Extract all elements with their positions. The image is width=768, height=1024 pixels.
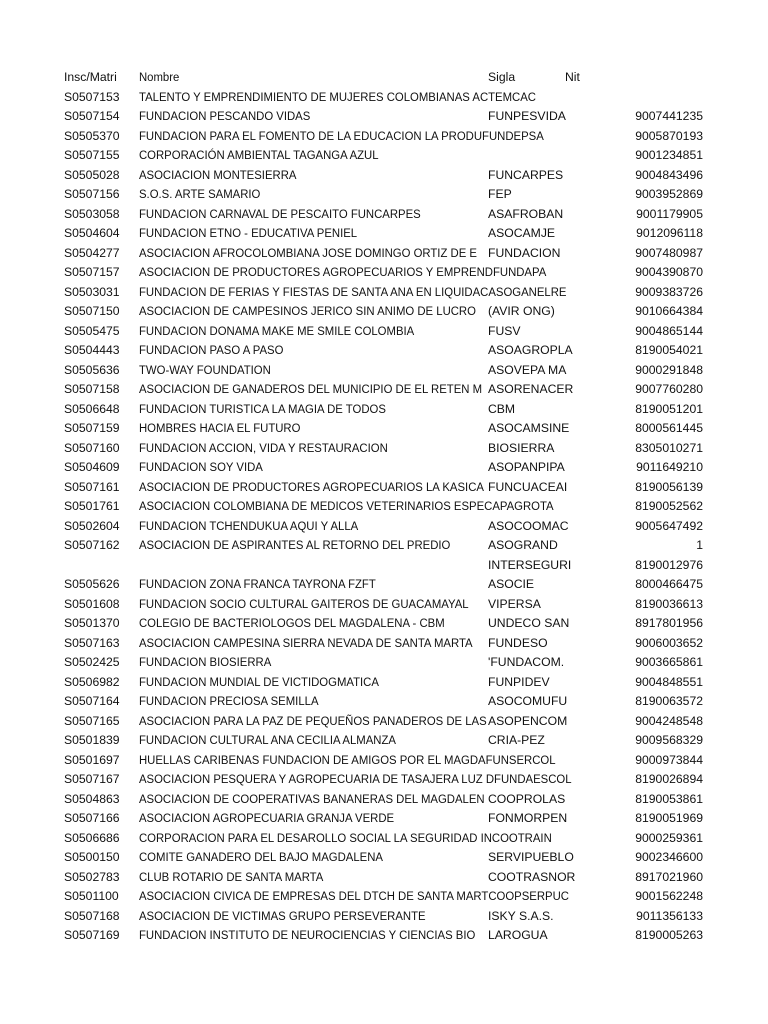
table-row — [0, 692, 768, 712]
cell-nit: 8190026894 — [635, 772, 703, 786]
cell-sigla: FUNPIDEV — [488, 674, 550, 689]
table-row — [0, 556, 768, 576]
cell-insc: S0507167 — [64, 772, 120, 786]
cell-nombre: FUNDACION ETNO - EDUCATIVA PENIEL — [139, 226, 358, 240]
cell-nombre: ASOCIACION DE PRODUCTORES AGROPECUARIOS LA KASICA — [139, 479, 484, 494]
table-row — [0, 809, 768, 829]
cell-insc: S0501697 — [64, 752, 120, 767]
cell-insc: S0507153 — [64, 89, 120, 104]
table-row — [0, 673, 768, 693]
cell-nombre: FUNDACION PESCANDO VIDAS — [139, 109, 311, 123]
table-row — [0, 439, 768, 459]
cell-nombre: COMITE GANADERO DEL BAJO MAGDALENA — [139, 850, 383, 864]
cell-sigla: FEP — [488, 187, 512, 201]
table-row — [0, 361, 768, 381]
table-row — [0, 322, 768, 342]
cell-insc: S0507163 — [64, 635, 120, 650]
cell-nit: 8190063572 — [635, 694, 703, 708]
cell-sigla: FUNCUACEAI — [488, 479, 568, 494]
cell-nombre: FUNDACION ZONA FRANCA TAYRONA FZFT — [139, 577, 376, 591]
cell-sigla: COOPROLAS — [488, 791, 566, 806]
cell-nit: 9003665861 — [635, 655, 703, 669]
table-row — [0, 868, 768, 888]
cell-insc: S0507155 — [64, 148, 120, 162]
cell-nombre: ASOCIACION PARA LA PAZ DE PEQUEÑOS PANADEROS DE LAS — [139, 713, 487, 728]
cell-sigla: ASOAGROPLA — [488, 343, 573, 357]
cell-nit: 9007441235 — [635, 109, 703, 123]
cell-sigla: UNDECO SAN — [488, 616, 570, 630]
table-row — [0, 536, 768, 556]
cell-sigla: ASORENACER — [488, 382, 574, 396]
cell-sigla: ASOCOMUFU — [488, 694, 568, 708]
cell-nombre: HUELLAS CARIBENAS FUNDACION DE AMIGOS POR EL MAGDAFUNSERCOL — [139, 752, 556, 767]
table-row — [0, 244, 768, 264]
cell-sigla: ASOPENCOM — [488, 713, 568, 728]
cell-nit: 9000973844 — [635, 752, 703, 767]
cell-nit: 9007760280 — [635, 382, 703, 396]
cell-nit: 9001562248 — [635, 889, 703, 903]
table-row — [0, 887, 768, 907]
cell-insc: S0507160 — [64, 440, 120, 455]
cell-nit: 9004248548 — [635, 713, 703, 728]
cell-nit: 9004848551 — [635, 674, 703, 689]
cell-insc: S0506686 — [64, 830, 120, 845]
cell-sigla: ASOCAMJE — [488, 226, 556, 240]
table-row — [0, 614, 768, 634]
table-row — [0, 653, 768, 673]
cell-sigla: FUNCARPES — [488, 167, 564, 182]
cell-sigla: FUNDACION — [488, 245, 561, 260]
table-row — [0, 478, 768, 498]
cell-nit: 9009383726 — [635, 284, 703, 299]
table-row — [0, 517, 768, 537]
cell-insc: S0505475 — [64, 323, 120, 338]
table-row — [0, 731, 768, 751]
cell-insc: S0504604 — [64, 226, 120, 240]
cell-nombre: ASOCIACION AFROCOLOMBIANA JOSE DOMINGO ORTIZ DE E — [139, 245, 477, 260]
cell-sigla: ASOGRAND — [488, 538, 558, 552]
cell-nit: 8000561445 — [635, 421, 703, 435]
cell-insc: S0501839 — [64, 733, 120, 747]
table-row — [0, 146, 768, 166]
cell-nombre: TWO-WAY FOUNDATION — [139, 362, 271, 377]
cell-insc: S0507154 — [64, 109, 120, 123]
table-row — [0, 790, 768, 810]
cell-sigla: CRIA-PEZ — [488, 733, 545, 747]
table-row — [0, 458, 768, 478]
cell-insc: S0507164 — [64, 694, 120, 708]
cell-insc: S0507158 — [64, 382, 120, 396]
cell-nombre: ASOCIACION CAMPESINA SIERRA NEVADA DE SANTA MARTA — [139, 635, 473, 650]
cell-insc: S0505626 — [64, 577, 120, 591]
cell-sigla: 'FUNDACOM. — [488, 655, 565, 669]
cell-insc: S0507150 — [64, 304, 120, 318]
cell-insc: S0507165 — [64, 713, 120, 728]
cell-sigla: ASAFROBAN — [488, 206, 564, 221]
table-row — [0, 419, 768, 439]
cell-nit: 9000259361 — [635, 830, 703, 845]
cell-nombre: COLEGIO DE BACTERIOLOGOS DEL MAGDALENA - CBM — [139, 616, 445, 630]
cell-nombre: ASOCIACION AGROPECUARIA GRANJA VERDE — [139, 811, 395, 825]
table-row — [0, 848, 768, 868]
cell-insc: S0502425 — [64, 655, 120, 669]
table-row — [0, 185, 768, 205]
table-row — [0, 302, 768, 322]
cell-insc: S0507159 — [64, 421, 120, 435]
cell-nit: 9011356133 — [636, 908, 703, 923]
cell-sigla: INTERSEGURI — [488, 557, 572, 572]
cell-insc: S0504277 — [64, 245, 120, 260]
table-row — [0, 634, 768, 654]
cell-insc: S0507157 — [64, 265, 120, 279]
cell-sigla: ISKY S.A.S. — [488, 908, 554, 923]
cell-nombre: FUNDACION INSTITUTO DE NEUROCIENCIAS Y CIENCIAS BIO — [139, 928, 476, 942]
cell-nit: 9011649210 — [636, 460, 703, 474]
cell-nit: 8190005263 — [635, 928, 703, 942]
table-row — [0, 712, 768, 732]
cell-sigla: FUSV — [488, 323, 521, 338]
table-row — [0, 926, 768, 946]
cell-insc: S0500150 — [64, 850, 120, 864]
cell-nombre: ASOCIACION DE COOPERATIVAS BANANERAS DEL MAGDALEN — [139, 791, 485, 806]
cell-insc: S0502783 — [64, 869, 120, 884]
cell-nit: 8305010271 — [635, 440, 703, 455]
cell-sigla: ASOCOOMAC — [488, 518, 569, 533]
cell-sigla: (AVIR ONG) — [488, 304, 555, 318]
cell-nombre: FUNDACION PRECIOSA SEMILLA — [139, 694, 319, 708]
cell-insc: S0507168 — [64, 908, 120, 923]
cell-nombre: FUNDACION DE FERIAS Y FIESTAS DE SANTA ANA EN LIQUIDACASOGANELRE — [139, 284, 567, 299]
cell-nit: 8190012976 — [635, 557, 703, 572]
cell-nit: 9005647492 — [635, 518, 703, 533]
cell-sigla: BIOSIERRA — [488, 440, 555, 455]
cell-nit: 9003952869 — [635, 187, 703, 201]
cell-nit: 8190056139 — [635, 479, 703, 494]
table-row — [0, 341, 768, 361]
cell-sigla: FONMORPEN — [488, 811, 568, 825]
cell-nit: 9012096118 — [636, 226, 703, 240]
cell-nombre: HOMBRES HACIA EL FUTURO — [139, 421, 301, 435]
cell-nombre: FUNDACION CARNAVAL DE PESCAITO FUNCARPES — [139, 206, 421, 221]
cell-nombre: FUNDACION SOCIO CULTURAL GAITEROS DE GUACAMAYAL — [139, 596, 469, 611]
cell-nit: 8190052562 — [635, 499, 703, 513]
cell-nombre: TALENTO Y EMPRENDIMIENTO DE MUJERES COLOMBIANAS ACTEMCAC — [139, 89, 536, 104]
cell-insc: S0505370 — [64, 128, 120, 143]
cell-insc: S0502604 — [64, 518, 120, 533]
cell-nit: 8190051969 — [635, 811, 703, 825]
table-row — [0, 400, 768, 420]
cell-nit: 9005870193 — [635, 128, 703, 143]
cell-nombre: ASOCIACION COLOMBIANA DE MEDICOS VETERINARIOS ESPECAPAGROTA — [139, 499, 554, 513]
cell-nit: 8190054021 — [635, 343, 703, 357]
cell-sigla: COOTRASNOR — [488, 869, 576, 884]
table-row — [0, 127, 768, 147]
cell-sigla: ASOCAMSINE — [488, 421, 570, 435]
cell-sigla: ASOVEPA MA — [488, 362, 567, 377]
cell-nombre: FUNDACION BIOSIERRA — [139, 655, 272, 669]
cell-nit: 9006003652 — [635, 635, 703, 650]
cell-sigla: ASOPANPIPA — [488, 460, 565, 474]
cell-insc: S0507169 — [64, 928, 120, 942]
spreadsheet-table — [0, 68, 768, 946]
header-sigla: Sigla — [488, 70, 516, 84]
cell-sigla: LAROGUA — [488, 928, 548, 942]
table-body — [0, 88, 768, 946]
cell-insc: S0503031 — [64, 284, 120, 299]
cell-insc: S0507161 — [64, 479, 120, 494]
cell-nit: 8190051201 — [635, 401, 703, 416]
table-row — [0, 263, 768, 283]
cell-nit: 9007480987 — [635, 245, 703, 260]
table-row — [0, 751, 768, 771]
cell-nombre: ASOCIACION DE CAMPESINOS JERICO SIN ANIMO DE LUCRO — [139, 304, 476, 318]
cell-nombre: ASOCIACION DE GANADEROS DEL MUNICIPIO DE EL RETEN M — [139, 382, 483, 396]
cell-insc: S0503058 — [64, 206, 120, 221]
cell-nombre: CORPORACIÓN AMBIENTAL TAGANGA AZUL — [139, 148, 379, 162]
cell-insc: S0505028 — [64, 167, 120, 182]
header-nombre: Nombre — [139, 70, 180, 84]
cell-insc: S0507156 — [64, 187, 120, 201]
cell-nombre: CORPORACION PARA EL DESAROLLO SOCIAL LA SEGURIDAD INCOOTRAIN — [139, 830, 552, 845]
cell-nit: 8190036613 — [635, 596, 703, 611]
cell-nit: 9010664384 — [635, 304, 703, 318]
cell-nit: 9001234851 — [635, 148, 703, 162]
cell-nombre: ASOCIACION MONTESIERRA — [139, 167, 297, 182]
cell-nombre: FUNDACION DONAMA MAKE ME SMILE COLOMBIA — [139, 323, 415, 338]
cell-nit: 9004843496 — [635, 167, 703, 182]
cell-nit: 9001179905 — [636, 206, 703, 221]
cell-nit: 8190053861 — [635, 791, 703, 806]
cell-nit: 9004390870 — [635, 265, 703, 279]
table-row — [0, 107, 768, 127]
cell-sigla: CBM — [488, 401, 516, 416]
table-row — [0, 770, 768, 790]
table-row — [0, 380, 768, 400]
cell-nit: 8000466475 — [635, 577, 703, 591]
header-row — [0, 68, 768, 88]
cell-insc: S0504443 — [64, 343, 120, 357]
table-row — [0, 829, 768, 849]
table-row — [0, 88, 768, 108]
cell-nit: 9004865144 — [635, 323, 703, 338]
cell-nombre: FUNDACION CULTURAL ANA CECILIA ALMANZA — [139, 733, 396, 747]
cell-nombre: FUNDACION PASO A PASO — [139, 343, 284, 357]
cell-insc: S0505636 — [64, 362, 120, 377]
cell-nombre: FUNDACION MUNDIAL DE VICTIDOGMATICA — [139, 674, 379, 689]
cell-insc: S0501608 — [64, 596, 120, 611]
cell-nombre: FUNDACION PARA EL FOMENTO DE LA EDUCACION LA PRODUFUNDEPSA — [139, 128, 544, 143]
cell-nit: 9002346600 — [635, 850, 703, 864]
cell-nombre: FUNDACION SOY VIDA — [139, 460, 263, 474]
cell-nit: 8917021960 — [635, 869, 703, 884]
table-row — [0, 595, 768, 615]
cell-nombre: FUNDACION TURISTICA LA MAGIA DE TODOS — [139, 401, 386, 416]
cell-nombre: FUNDACION TCHENDUKUA AQUI Y ALLA — [139, 518, 359, 533]
cell-insc: S0501100 — [64, 889, 119, 903]
cell-nombre: ASOCIACION CIVICA DE EMPRESAS DEL DTCH DE SANTA MARTCOOPSERPUC — [139, 889, 569, 903]
cell-nit: 9000291848 — [635, 362, 703, 377]
cell-sigla: VIPERSA — [488, 596, 541, 611]
cell-sigla: FUNPESVIDA — [488, 109, 566, 123]
cell-nit: 8917801956 — [635, 616, 703, 630]
cell-insc: S0506648 — [64, 401, 120, 416]
cell-nombre: ASOCIACION DE VICTIMAS GRUPO PERSEVERANTE — [139, 908, 426, 923]
header-nit: Nit — [565, 70, 580, 84]
cell-insc: S0507166 — [64, 811, 120, 825]
cell-nombre: CLUB ROTARIO DE SANTA MARTA — [139, 869, 324, 884]
table-row — [0, 224, 768, 244]
cell-sigla: FUNDESO — [488, 635, 548, 650]
cell-insc: S0501761 — [64, 499, 120, 513]
cell-nombre: ASOCIACION DE PRODUCTORES AGROPECUARIOS Y EMPRENDFUNDAPA — [139, 265, 547, 279]
table-row — [0, 497, 768, 517]
cell-sigla: SERVIPUEBLO — [488, 850, 574, 864]
cell-insc: S0504863 — [64, 791, 120, 806]
table-row — [0, 907, 768, 927]
cell-insc: S0507162 — [64, 538, 120, 552]
cell-nit: 1 — [696, 538, 703, 552]
header-insc: Insc/Matri — [64, 70, 117, 84]
cell-insc: S0506982 — [64, 674, 120, 689]
cell-sigla: ASOCIE — [488, 577, 535, 591]
cell-nombre: ASOCIACION PESQUERA Y AGROPECUARIA DE TASAJERA LUZ DFUNDAESCOL — [139, 772, 572, 786]
table-row — [0, 283, 768, 303]
table-row — [0, 205, 768, 225]
table-row — [0, 166, 768, 186]
cell-nit: 9009568329 — [635, 733, 703, 747]
cell-nombre: FUNDACION ACCION, VIDA Y RESTAURACION — [139, 440, 388, 455]
cell-nombre: S.O.S. ARTE SAMARIO — [139, 187, 261, 201]
cell-insc: S0504609 — [64, 460, 120, 474]
table-row — [0, 575, 768, 595]
cell-insc: S0501370 — [64, 616, 120, 630]
cell-nombre: ASOCIACION DE ASPIRANTES AL RETORNO DEL PREDIO — [139, 538, 451, 552]
